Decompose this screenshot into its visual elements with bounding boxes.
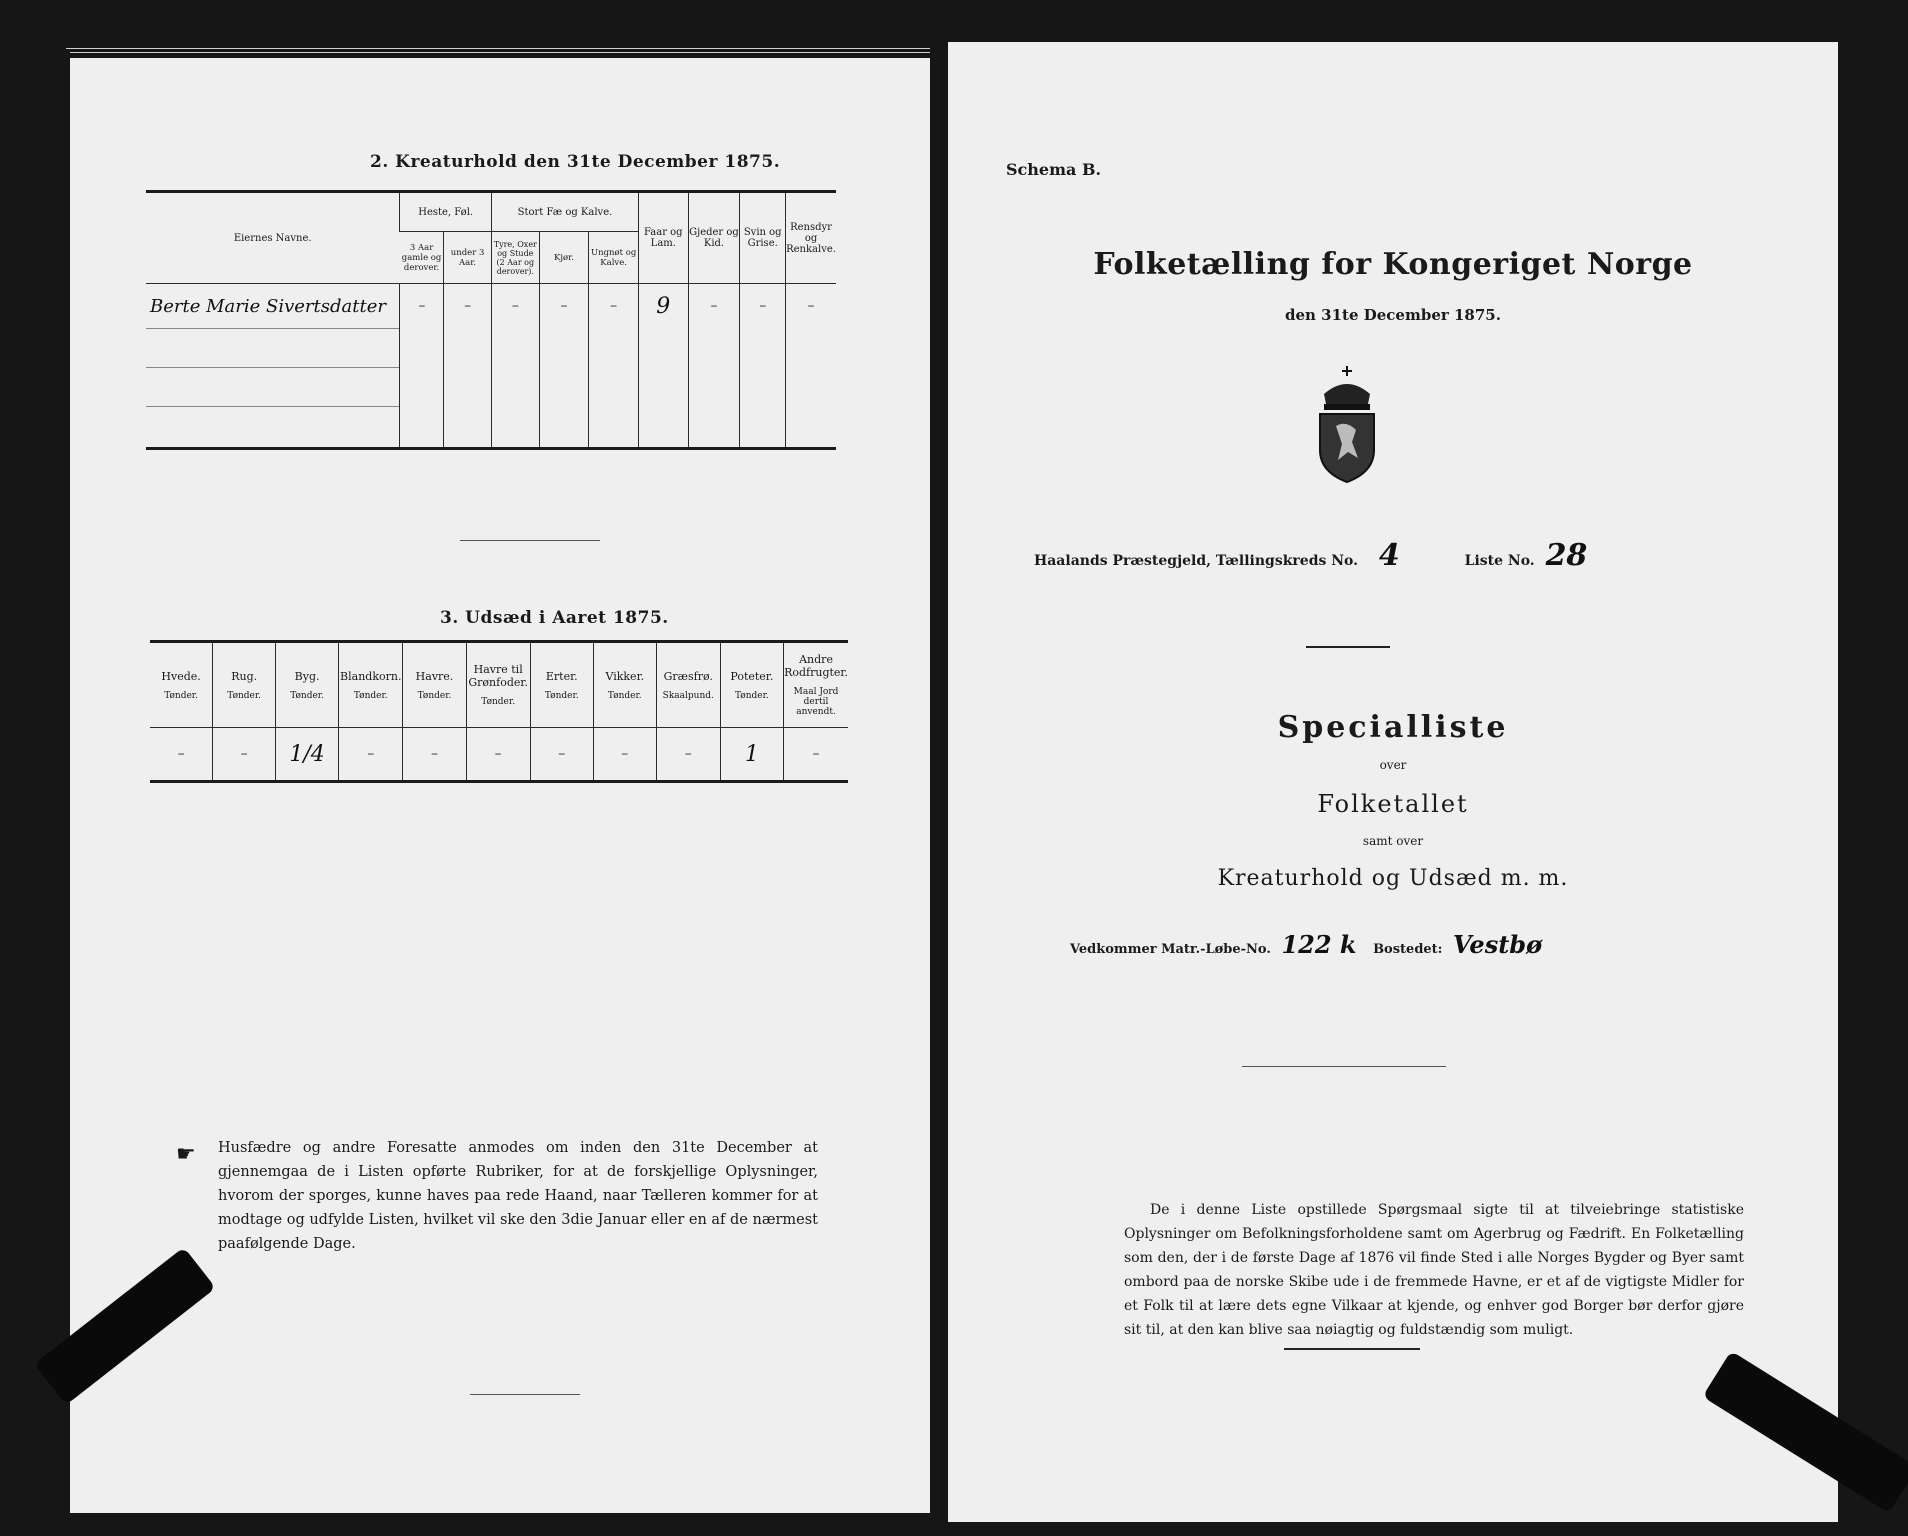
udsaed-column-header [784, 642, 848, 728]
udsaed-column-name: Erter. [545, 669, 578, 683]
divider [1284, 1348, 1420, 1350]
over-text: over [1379, 758, 1407, 772]
udsaed-value-cell: – [784, 728, 848, 782]
heste-old-header: 3 Aar gamle og derover. [400, 232, 444, 284]
divider [470, 1394, 580, 1395]
bosted-label: Bostedet: [1373, 942, 1443, 957]
coat-of-arms-icon [1312, 364, 1382, 484]
section3-title: 3. Udsæd i Aaret 1875. [440, 608, 669, 628]
udsaed-column-unit: Tønder. [417, 690, 452, 701]
stort-fae-header: Stort Fæ og Kalve. [491, 192, 638, 232]
fae-ungnot-header: Ungnøt og Kalve. [589, 232, 639, 284]
svin-header: Svin og Grise. [740, 192, 786, 284]
footer-text: De i denne Liste opstillede Spørgsmaal sigte til at tilveiebringe statistiske Oplysninger om Befolkningsforholdene samt om Agerbrug og Fædrift. En Folketælling som den, der i de første Dage af 1876 vil finde Sted i alle Norges Bygder og Byer samt ombord paa de norske Skibe ude i de fremmede Havne, er et af de vigtigste Midler for et Folk til at lære dets egne Vilkaar at kjende, og enhver god Borger bør derfor gjøre sit til, at den kan blive saa nøiagtig og fuldstændig som muligt. [1124, 1202, 1744, 1338]
schema-label: Schema B. [1006, 160, 1102, 179]
value-cell: – [444, 284, 492, 329]
udsaed-column-header [150, 642, 213, 728]
main-title: Folketælling for Kongeriget Norge [1093, 247, 1693, 282]
udsaed-column-name: Poteter. [730, 669, 774, 683]
right-page [948, 42, 1838, 1522]
liste-number: 28 [1545, 538, 1588, 573]
udsaed-column-name: Blandkorn. [340, 669, 402, 683]
divider [1306, 646, 1390, 648]
udsaed-value-cell: – [339, 728, 403, 782]
udsaed-column-header [403, 642, 466, 728]
value-cell: – [491, 284, 539, 329]
udsaed-column-header [466, 642, 530, 728]
value-cell: – [589, 284, 639, 329]
udsaed-value-cell: – [403, 728, 466, 782]
udsaed-column-header [276, 642, 339, 728]
udsaed-column-unit: Tønder. [164, 690, 198, 701]
udsaed-column-name: Havre til Grønfoder. [468, 663, 528, 689]
liste-label: Liste No. [1464, 553, 1535, 569]
divider [460, 540, 600, 541]
udsaed-column-header [213, 642, 276, 728]
udsaed-column-unit: Tønder. [734, 690, 769, 701]
fae-kjor-header: Kjør. [539, 232, 589, 284]
udsaed-column-unit: Tønder. [353, 690, 388, 701]
udsaed-column-unit: Tønder. [544, 690, 579, 701]
matr-number: 122 k [1281, 930, 1357, 959]
main-subtitle: den 31te December 1875. [1285, 306, 1501, 324]
pointing-hand-icon: ☛ [176, 1142, 196, 1167]
kreds-number: 4 [1378, 538, 1400, 573]
value-cell: – [740, 284, 786, 329]
matr-line [1070, 930, 1770, 959]
udsaed-column-header [720, 642, 783, 728]
udsaed-value-cell: – [656, 728, 720, 782]
udsaed-table [150, 640, 848, 783]
gjeder-header: Gjeder og Kid. [688, 192, 740, 284]
udsaed-value-cell: – [593, 728, 656, 782]
kreaturhold-heading: Kreaturhold og Udsæd m. m. [1217, 866, 1569, 891]
samt-over-text: samt over [1362, 834, 1424, 848]
udsaed-column-unit: Tønder. [607, 690, 642, 701]
udsaed-column-header [339, 642, 403, 728]
divider [1242, 1066, 1446, 1067]
udsaed-value-cell: 1 [720, 728, 783, 782]
udsaed-column-name: Andre Rodfrugter. [784, 653, 848, 679]
fae-tyre-header: Tyre, Oxer og Stude (2 Aar og derover). [491, 232, 539, 284]
udsaed-column-unit: Maal Jord dertil anvendt. [793, 687, 839, 717]
kreaturhold-table [146, 190, 836, 450]
udsaed-column-unit: Tønder. [227, 690, 262, 701]
udsaed-column-name: Vikker. [605, 669, 645, 683]
udsaed-value-cell: – [466, 728, 530, 782]
value-cell: – [539, 284, 589, 329]
udsaed-column-header [530, 642, 593, 728]
folketallet-heading: Folketallet [1317, 790, 1469, 818]
udsaed-column-unit: Tønder. [481, 697, 516, 707]
rensdyr-header: Rensdyr og Renkalve. [786, 192, 836, 284]
kreds-label: Tællingskreds No. [1215, 553, 1358, 569]
udsaed-column-unit: Tønder. [290, 690, 324, 701]
udsaed-column-header [656, 642, 720, 728]
udsaed-column-name: Rug. [231, 669, 258, 683]
parish-label: Haalands Præstegjeld, [1034, 553, 1212, 569]
value-cell: – [688, 284, 740, 329]
owner-cell: Berte Marie Sivertsdatter [150, 295, 386, 317]
udsaed-column-name: Havre. [415, 669, 454, 683]
matr-label: Vedkommer Matr.-Løbe-No. [1070, 942, 1271, 957]
owner-header: Eiernes Navne. [146, 192, 400, 284]
udsaed-value-cell: – [530, 728, 593, 782]
udsaed-column-name: Hvede. [161, 669, 201, 683]
faar-header: Faar og Lam. [639, 192, 689, 284]
value-cell: – [786, 284, 836, 329]
heste-header: Heste, Føl. [400, 192, 492, 232]
bosted-value: Vestbø [1453, 930, 1543, 959]
udsaed-column-unit: Skaalpund. [662, 690, 714, 701]
specialliste-heading: Specialliste [1277, 710, 1509, 745]
notice-text: Husfædre og andre Foresatte anmodes om inden den 31te December at gjennemgaa de i Listen opførte Rubriker, for at de forskjellige Oplysninger, hvorom der sporges, kunne haves paa rede Haand, naar Tælleren kommer for at modtage og udfylde Listen, hvilket vil ske den 3die Januar eller en af de nærmest paafølgende Dage. [218, 1140, 818, 1252]
value-cell: – [400, 284, 444, 329]
heste-young-header: under 3 Aar. [444, 232, 492, 284]
udsaed-column-header [593, 642, 656, 728]
district-line [1034, 538, 1794, 573]
udsaed-value-cell: 1/4 [276, 728, 339, 782]
udsaed-value-cell: – [177, 746, 185, 762]
value-cell: 9 [639, 284, 689, 329]
udsaed-column-name: Græsfrø. [663, 669, 713, 683]
udsaed-value-cell: – [213, 728, 276, 782]
section2-title: 2. Kreaturhold den 31te December 1875. [370, 152, 781, 172]
udsaed-column-name: Byg. [294, 669, 320, 683]
